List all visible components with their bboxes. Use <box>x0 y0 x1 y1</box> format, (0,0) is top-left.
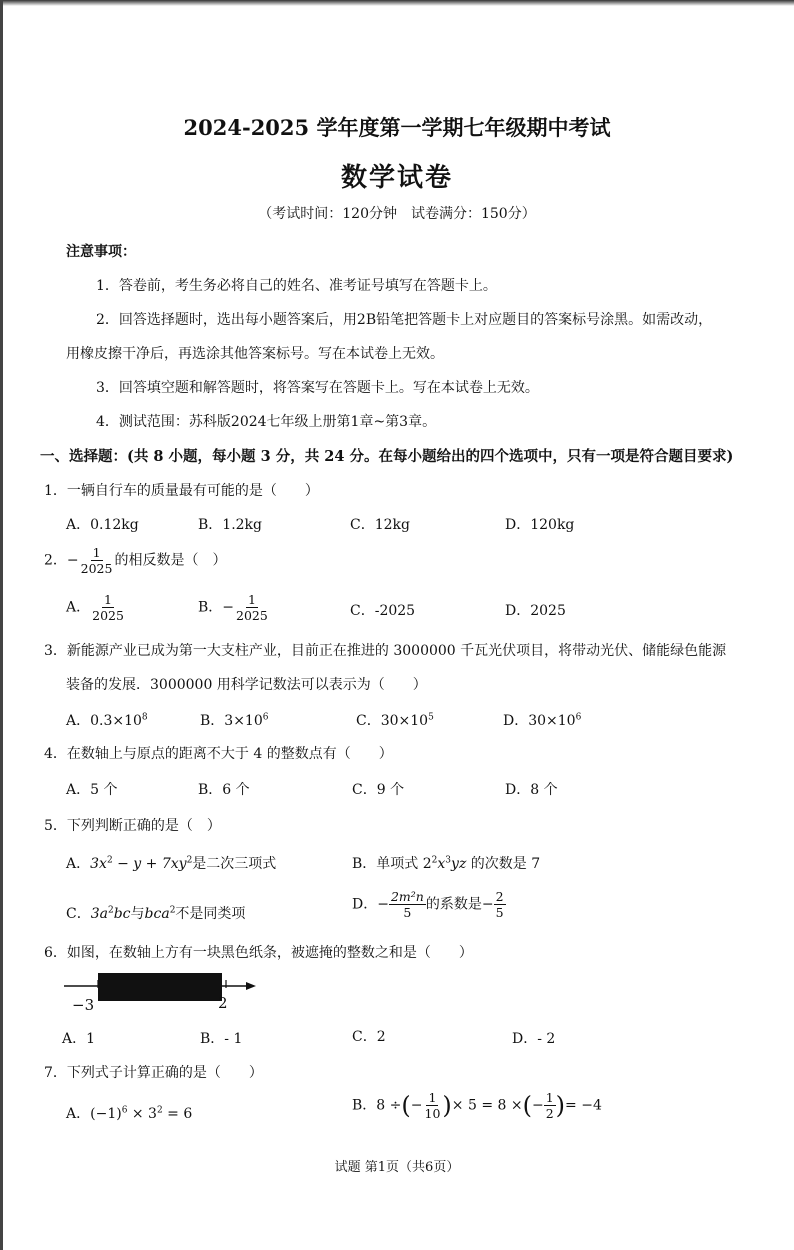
note-item: 3．回答填空题和解答题时，将答案写在答题卡上。写在本试卷上无效。 <box>96 380 539 396</box>
q4-option-a: A．5 个 <box>66 782 118 798</box>
q6-option-c: C．2 <box>352 1029 386 1045</box>
q3-option-a: A．$0.3\times 10^8$ <box>66 712 148 729</box>
q2-option-c: C．-2025 <box>350 603 416 619</box>
notes-heading: 注意事项： <box>66 244 136 260</box>
q1-option-d: D．120kg <box>505 517 575 533</box>
label-minus-3: −3 <box>72 996 95 1014</box>
q7-option-b: B．8 ÷(− $\frac{1}{10}$ )× 5 = 8 ×(− $\frac{1}{2}$ )= −4 <box>352 1090 602 1121</box>
question-6-stem: 6．如图，在数轴上方有一块黑色纸条，被遮掩的整数之和是（ ） <box>44 945 473 961</box>
q1-option-b: B．1.2kg <box>198 517 262 533</box>
q1-option-c: C．12kg <box>350 517 410 533</box>
number-line-figure <box>60 970 270 1014</box>
q1-option-a: A．0.12kg <box>66 517 139 533</box>
question-2-stem: 2．− $\frac{1}{2025}$ 的相反数是（ ） <box>44 545 227 576</box>
q7-option-a: A．$(-1)^6 \times 3^2 = 6$ <box>66 1105 193 1122</box>
page-footer: 试题 第1页（共6页） <box>334 1160 460 1175</box>
question-3-stem-line1: 3．新能源产业已成为第一大支柱产业，目前正在推进的 3000000 千瓦光伏项目，将带动光伏、储能绿色能源 <box>44 643 727 659</box>
black-paper-strip <box>98 973 222 1001</box>
question-3-stem-line2: 装备的发展．3000000 用科学记数法可以表示为（ ） <box>66 677 427 693</box>
exam-info: （考试时间：120分钟 试卷满分：150分） <box>258 206 536 222</box>
question-7-stem: 7．下列式子计算正确的是（ ） <box>44 1065 263 1081</box>
section-heading: 一、选择题：(共 8 小题，每小题 3 分，共 24 分。在每小题给出的四个选项中，只有一项是符合题目要求) <box>40 448 734 465</box>
exam-subtitle: 数学试卷 <box>340 163 453 193</box>
q4-option-d: D．8 个 <box>505 782 558 798</box>
q5-option-a: A．$3x^2 - y + 7xy^2$是二次三项式 <box>66 855 277 872</box>
note-item: 2．回答选择题时，选出每小题答案后，用2B铅笔把答题卡上对应题目的答案标号涂黑。如需改动， <box>96 312 713 328</box>
q6-option-b: B．- 1 <box>200 1031 243 1047</box>
q5-option-b: B．单项式 $2^2x^3yz$ 的次数是 7 <box>352 855 541 872</box>
q5-option-c: C．$3a^2bc$与bca$^2$不是同类项 <box>66 905 246 922</box>
number-line-arrow <box>246 982 256 990</box>
note-item: 4．测试范围：苏科版2024七年级上册第1章~第3章。 <box>96 414 437 430</box>
q2-option-d: D．2025 <box>505 603 566 619</box>
q5-option-d: D．− $\frac{\text{2m²n}}{5}$ 的系数是− $\frac{2}{5}$ <box>352 889 504 920</box>
label-2: 2 <box>218 994 228 1012</box>
q4-option-b: B．6 个 <box>198 782 250 798</box>
scan-top-edge <box>0 0 794 6</box>
question-5-stem: 5．下列判断正确的是（ ） <box>44 818 221 834</box>
exam-title: 2024-2025 学年度第一学期七年级期中考试 <box>183 115 611 140</box>
note-item: 用橡皮擦干净后，再选涂其他答案标号。写在本试卷上无效。 <box>66 346 444 362</box>
question-1-stem: 1．一辆自行车的质量最有可能的是（ ） <box>44 483 319 499</box>
q3-option-c: C．$30\times 10^5$ <box>356 712 434 729</box>
q2-option-b: B．− $\frac{1}{2025}$ <box>198 592 268 623</box>
q3-option-d: D．$30\times 10^6$ <box>503 712 582 729</box>
q6-option-d: D．- 2 <box>512 1031 556 1047</box>
q4-option-c: C．9 个 <box>352 782 405 798</box>
note-item: 1．答卷前，考生务必将自己的姓名、准考证号填写在答题卡上。 <box>96 278 497 294</box>
q3-option-b: B．$3\times 10^6$ <box>200 712 269 729</box>
q2-option-a: A． $\frac{1}{2025}$ <box>66 592 124 623</box>
q6-option-a: A．1 <box>62 1031 96 1047</box>
question-4-stem: 4．在数轴上与原点的距离不大于 4 的整数点有（ ） <box>44 746 393 762</box>
